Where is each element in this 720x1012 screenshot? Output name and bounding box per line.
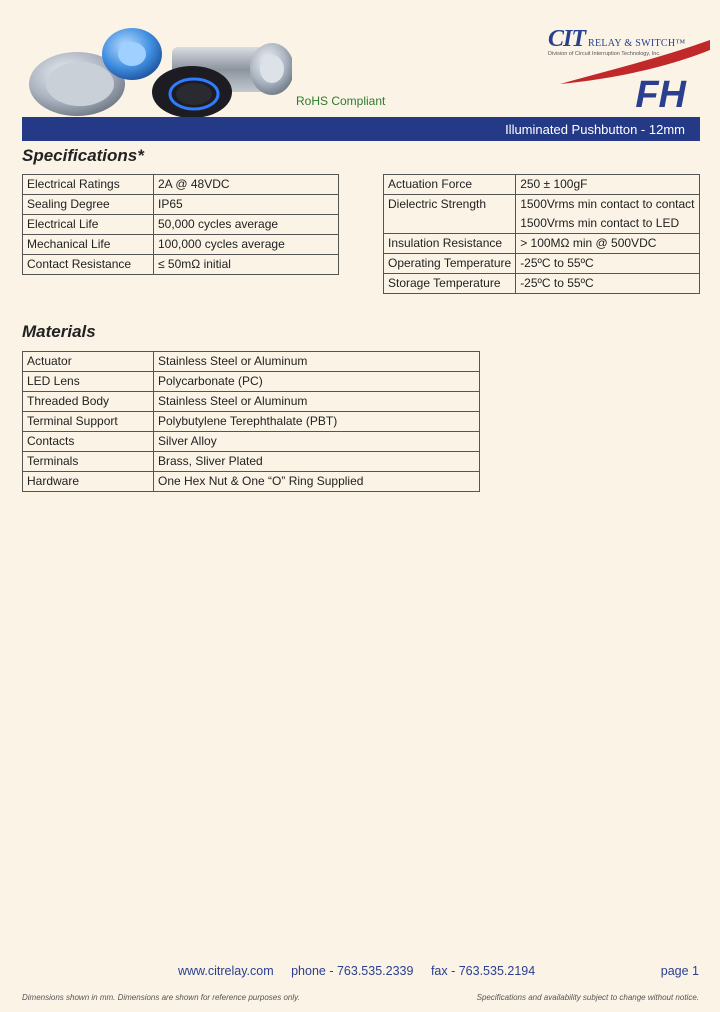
spec-label: Electrical Ratings [23,175,154,195]
fax-number: fax - 763.535.2194 [430,964,536,978]
spec-value: 50,000 cycles average [154,215,339,235]
material-label: Hardware [23,472,154,492]
table-row [23,215,339,235]
title-banner [22,117,700,141]
spec-value: IP65 [154,195,339,215]
spec-label: Actuation Force [384,175,516,195]
table-row [384,175,700,195]
spec-value: ≤ 50mΩ initial [154,255,339,275]
specifications-heading: Specifications* [22,146,144,165]
logo-cit: CIT [548,26,586,52]
material-value: Silver Alloy [154,432,480,452]
material-value: Polybutylene Terephthalate (PBT) [154,412,480,432]
spec-label: Storage Temperature [384,274,516,294]
specs-right-table [383,174,700,294]
banner-title: Illuminated Pushbutton - 12mm [505,121,685,137]
table-row [23,472,480,492]
spec-label: Sealing Degree [23,195,154,215]
table-row [23,175,339,195]
spec-label: Mechanical Life [23,235,154,255]
spec-value: > 100MΩ min @ 500VDC [516,234,700,254]
footer-contact [178,964,549,978]
material-label: Terminals [23,452,154,472]
table-row [23,392,480,412]
table-row [23,195,339,215]
material-value: Brass, Sliver Plated [154,452,480,472]
spec-value: 250 ± 100gF [516,175,700,195]
spec-value: -25ºC to 55ºC [516,254,700,274]
brand-logo [548,26,708,57]
material-value: One Hex Nut & One “O” Ring Supplied [154,472,480,492]
material-value: Polycarbonate (PC) [154,372,480,392]
product-photo [22,22,292,117]
materials-heading: Materials [22,322,96,341]
material-label: Threaded Body [23,392,154,412]
website-link[interactable]: www.citrelay.com [178,964,274,978]
material-label: LED Lens [23,372,154,392]
table-row [384,234,700,254]
material-value: Stainless Steel or Aluminum [154,352,480,372]
dimensions-note: Dimensions shown in mm. Dimensions are shown for reference purposes only. [22,993,300,1002]
table-row [23,255,339,275]
table-row [23,235,339,255]
logo-relay-switch: RELAY & SWITCH™ [588,38,686,49]
spec-label: Dielectric Strength [384,195,516,234]
specs-left-table [22,174,339,275]
table-row [23,412,480,432]
table-row [384,254,700,274]
spec-label: Electrical Life [23,215,154,235]
spec-label: Operating Temperature [384,254,516,274]
disclaimer-note: Specifications and availability subject to change without notice. [476,993,699,1002]
rohs-label: RoHS Compliant [296,94,386,108]
phone-number: phone - 763.535.2339 [291,964,414,978]
model-code: FH [635,74,686,116]
material-label: Terminal Support [23,412,154,432]
table-row [384,274,700,294]
spec-value: 1500Vrms min contact to LED [516,214,700,234]
table-row [23,452,480,472]
spec-value: 2A @ 48VDC [154,175,339,195]
table-row [23,432,480,452]
material-value: Stainless Steel or Aluminum [154,392,480,412]
materials-table [22,351,480,492]
logo-division: Division of Circuit Interruption Technology, Inc. [548,51,661,57]
spec-value: 100,000 cycles average [154,235,339,255]
material-label: Contacts [23,432,154,452]
material-label: Actuator [23,352,154,372]
spec-label: Contact Resistance [23,255,154,275]
table-row [23,372,480,392]
table-row [384,195,700,215]
spec-value: 1500Vrms min contact to contact [516,195,700,215]
spec-label: Insulation Resistance [384,234,516,254]
table-row [23,352,480,372]
spec-value: -25ºC to 55ºC [516,274,700,294]
page-number: page 1 [660,964,699,978]
